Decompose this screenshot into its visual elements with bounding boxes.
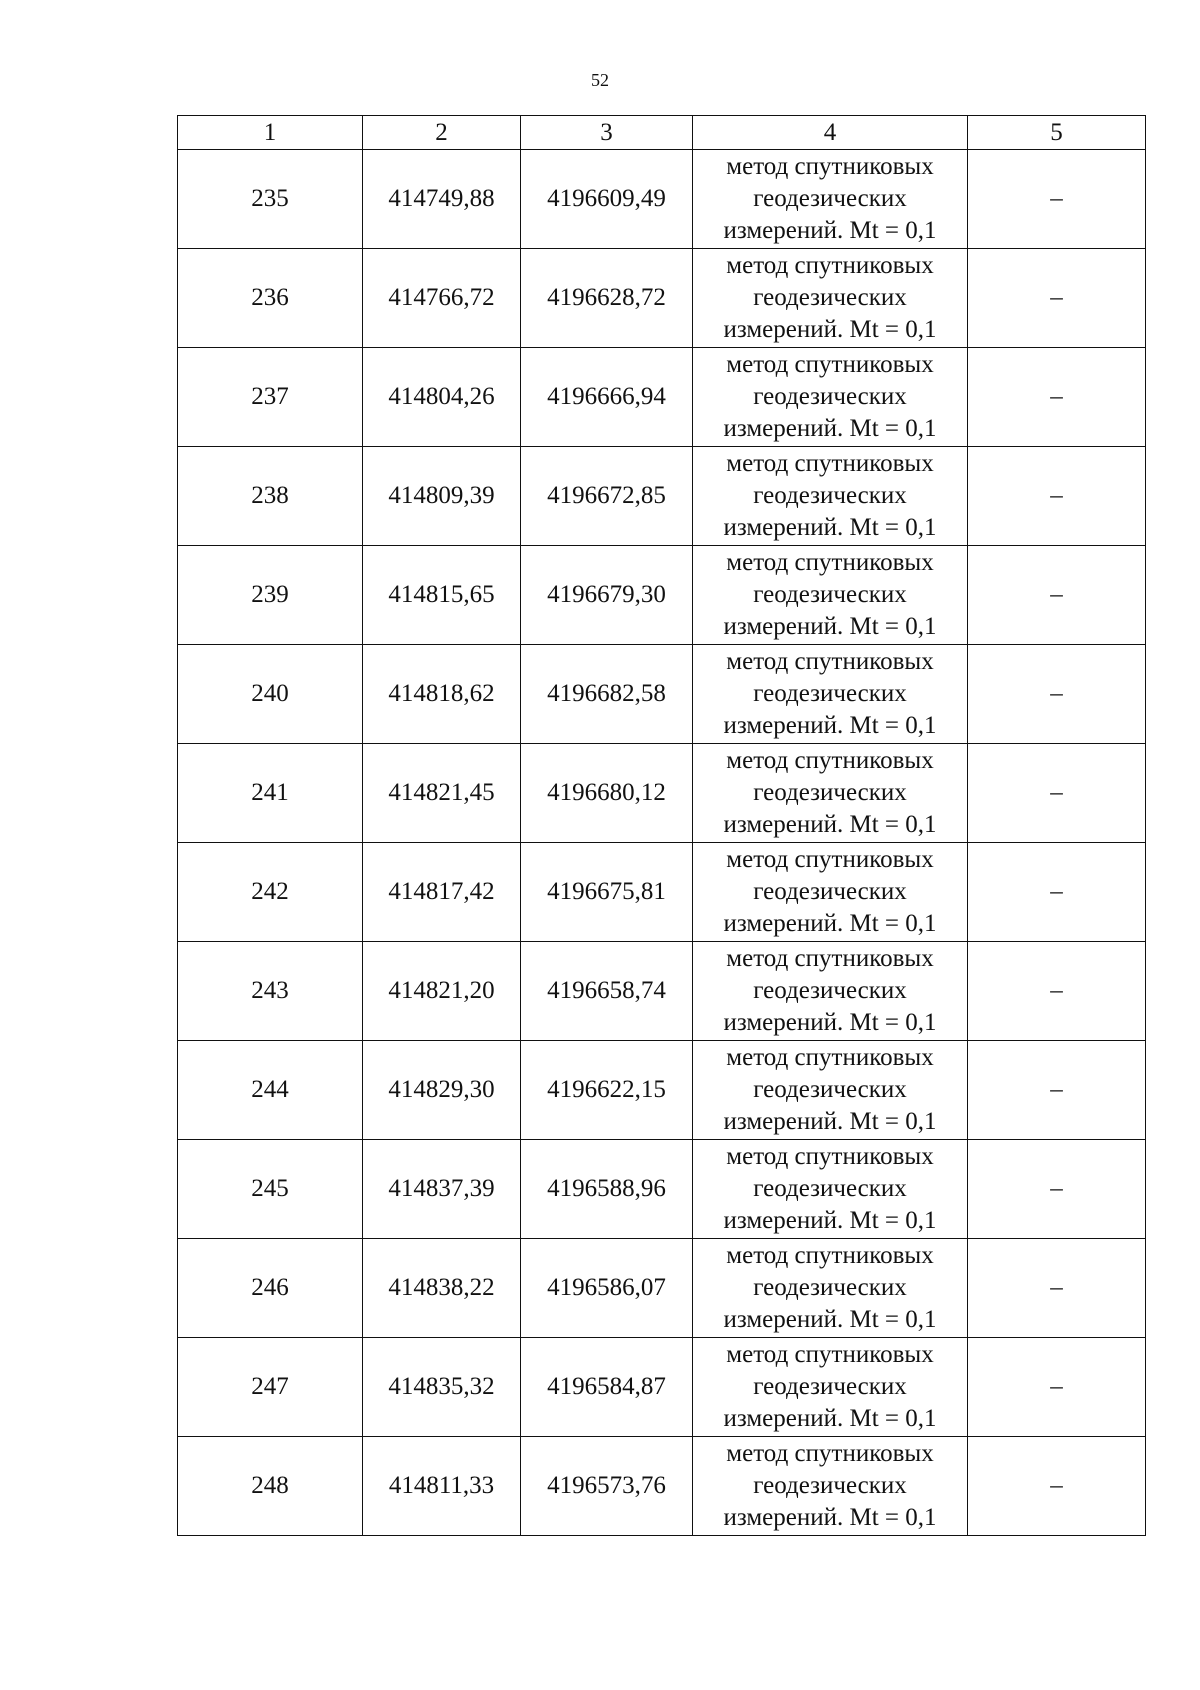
method-text-line: геодезических	[753, 1373, 907, 1400]
x-coordinate-cell: 414809,39	[363, 447, 521, 546]
method-text-line: измерений. Mt = 0,1	[723, 613, 937, 640]
method-cell	[693, 744, 968, 843]
method-cell	[693, 546, 968, 645]
table-row	[178, 843, 1146, 942]
y-coordinate-cell: 4196666,94	[521, 348, 693, 447]
method-text-line: геодезических	[753, 1472, 907, 1499]
table-row	[178, 447, 1146, 546]
table-row	[178, 645, 1146, 744]
table-row	[178, 546, 1146, 645]
method-text-line: измерений. Mt = 0,1	[723, 712, 937, 739]
method-text-line: метод спутниковых	[726, 945, 934, 972]
y-coordinate-cell: 4196573,76	[521, 1437, 693, 1536]
method-text-line: измерений. Mt = 0,1	[723, 415, 937, 442]
method-text-line: геодезических	[753, 185, 907, 212]
column-5-cell: –	[968, 645, 1146, 744]
method-text-line: геодезических	[753, 1175, 907, 1202]
y-coordinate-cell: 4196658,74	[521, 942, 693, 1041]
column-header-3: 3	[521, 116, 693, 150]
y-coordinate-cell: 4196682,58	[521, 645, 693, 744]
method-cell	[693, 942, 968, 1041]
y-coordinate-cell: 4196628,72	[521, 249, 693, 348]
method-text-line: измерений. Mt = 0,1	[723, 1009, 937, 1036]
point-number-cell: 245	[178, 1140, 363, 1239]
x-coordinate-cell: 414804,26	[363, 348, 521, 447]
column-header-1: 1	[178, 116, 363, 150]
method-text-line: измерений. Mt = 0,1	[723, 1108, 937, 1135]
method-text-line: измерений. Mt = 0,1	[723, 1405, 937, 1432]
y-coordinate-cell: 4196586,07	[521, 1239, 693, 1338]
x-coordinate-cell: 414835,32	[363, 1338, 521, 1437]
column-5-cell: –	[968, 249, 1146, 348]
column-5-cell: –	[968, 546, 1146, 645]
point-number-cell: 243	[178, 942, 363, 1041]
table-row	[178, 1338, 1146, 1437]
page-number: 52	[591, 70, 609, 90]
method-text-line: геодезических	[753, 977, 907, 1004]
point-number-cell: 244	[178, 1041, 363, 1140]
y-coordinate-cell: 4196584,87	[521, 1338, 693, 1437]
method-cell	[693, 1239, 968, 1338]
method-text-line: метод спутниковых	[726, 351, 934, 378]
coordinates-table	[177, 115, 1146, 1536]
column-5-cell: –	[968, 150, 1146, 249]
y-coordinate-cell: 4196672,85	[521, 447, 693, 546]
column-5-cell: –	[968, 744, 1146, 843]
header-row	[178, 116, 1146, 150]
method-text-line: метод спутниковых	[726, 1242, 934, 1269]
column-5-cell: –	[968, 1437, 1146, 1536]
point-number-cell: 247	[178, 1338, 363, 1437]
method-cell	[693, 1437, 968, 1536]
column-5-cell: –	[968, 1140, 1146, 1239]
point-number-cell: 236	[178, 249, 363, 348]
column-header-5: 5	[968, 116, 1146, 150]
point-number-cell: 238	[178, 447, 363, 546]
method-cell	[693, 348, 968, 447]
point-number-cell: 237	[178, 348, 363, 447]
x-coordinate-cell: 414749,88	[363, 150, 521, 249]
method-text-line: метод спутниковых	[726, 1143, 934, 1170]
table-row	[178, 150, 1146, 249]
method-text-line: метод спутниковых	[726, 153, 934, 180]
method-text-line: геодезических	[753, 680, 907, 707]
method-text-line: геодезических	[753, 1274, 907, 1301]
method-cell	[693, 150, 968, 249]
column-5-cell: –	[968, 843, 1146, 942]
x-coordinate-cell: 414821,20	[363, 942, 521, 1041]
method-text-line: геодезических	[753, 284, 907, 311]
method-text-line: геодезических	[753, 878, 907, 905]
column-5-cell: –	[968, 1338, 1146, 1437]
y-coordinate-cell: 4196609,49	[521, 150, 693, 249]
point-number-cell: 239	[178, 546, 363, 645]
point-number-cell: 242	[178, 843, 363, 942]
x-coordinate-cell: 414821,45	[363, 744, 521, 843]
y-coordinate-cell: 4196588,96	[521, 1140, 693, 1239]
method-text-line: геодезических	[753, 482, 907, 509]
x-coordinate-cell: 414811,33	[363, 1437, 521, 1536]
column-5-cell: –	[968, 942, 1146, 1041]
method-text-line: метод спутниковых	[726, 252, 934, 279]
method-cell	[693, 1041, 968, 1140]
method-text-line: метод спутниковых	[726, 1044, 934, 1071]
column-5-cell: –	[968, 348, 1146, 447]
method-text-line: измерений. Mt = 0,1	[723, 910, 937, 937]
x-coordinate-cell: 414838,22	[363, 1239, 521, 1338]
method-text-line: метод спутниковых	[726, 648, 934, 675]
method-text-line: метод спутниковых	[726, 747, 934, 774]
method-text-line: метод спутниковых	[726, 1341, 934, 1368]
point-number-cell: 241	[178, 744, 363, 843]
method-text-line: измерений. Mt = 0,1	[723, 1504, 937, 1531]
method-cell	[693, 1338, 968, 1437]
method-text-line: измерений. Mt = 0,1	[723, 1207, 937, 1234]
y-coordinate-cell: 4196675,81	[521, 843, 693, 942]
table-body	[178, 150, 1146, 1536]
table-row	[178, 348, 1146, 447]
table-row	[178, 1041, 1146, 1140]
method-text-line: метод спутниковых	[726, 450, 934, 477]
y-coordinate-cell: 4196679,30	[521, 546, 693, 645]
point-number-cell: 248	[178, 1437, 363, 1536]
method-text-line: геодезических	[753, 779, 907, 806]
point-number-cell: 246	[178, 1239, 363, 1338]
method-text-line: геодезических	[753, 1076, 907, 1103]
table-row	[178, 1239, 1146, 1338]
method-text-line: метод спутниковых	[726, 1440, 934, 1467]
point-number-cell: 235	[178, 150, 363, 249]
method-text-line: метод спутниковых	[726, 549, 934, 576]
table-header	[178, 116, 1146, 150]
column-5-cell: –	[968, 1041, 1146, 1140]
table-row	[178, 249, 1146, 348]
column-5-cell: –	[968, 447, 1146, 546]
point-number-cell: 240	[178, 645, 363, 744]
method-text-line: геодезических	[753, 581, 907, 608]
method-text-line: измерений. Mt = 0,1	[723, 217, 937, 244]
x-coordinate-cell: 414766,72	[363, 249, 521, 348]
x-coordinate-cell: 414837,39	[363, 1140, 521, 1239]
x-coordinate-cell: 414829,30	[363, 1041, 521, 1140]
x-coordinate-cell: 414815,65	[363, 546, 521, 645]
method-text-line: метод спутниковых	[726, 846, 934, 873]
column-header-4: 4	[693, 116, 968, 150]
method-text-line: измерений. Mt = 0,1	[723, 1306, 937, 1333]
method-text-line: измерений. Mt = 0,1	[723, 514, 937, 541]
y-coordinate-cell: 4196680,12	[521, 744, 693, 843]
x-coordinate-cell: 414818,62	[363, 645, 521, 744]
table-row	[178, 1140, 1146, 1239]
method-text-line: геодезических	[753, 383, 907, 410]
method-cell	[693, 645, 968, 744]
method-cell	[693, 447, 968, 546]
column-5-cell: –	[968, 1239, 1146, 1338]
x-coordinate-cell: 414817,42	[363, 843, 521, 942]
table-row	[178, 744, 1146, 843]
method-text-line: измерений. Mt = 0,1	[723, 811, 937, 838]
table-row	[178, 942, 1146, 1041]
method-cell	[693, 249, 968, 348]
table-row	[178, 1437, 1146, 1536]
column-header-2: 2	[363, 116, 521, 150]
method-text-line: измерений. Mt = 0,1	[723, 316, 937, 343]
method-cell	[693, 1140, 968, 1239]
y-coordinate-cell: 4196622,15	[521, 1041, 693, 1140]
method-cell	[693, 843, 968, 942]
